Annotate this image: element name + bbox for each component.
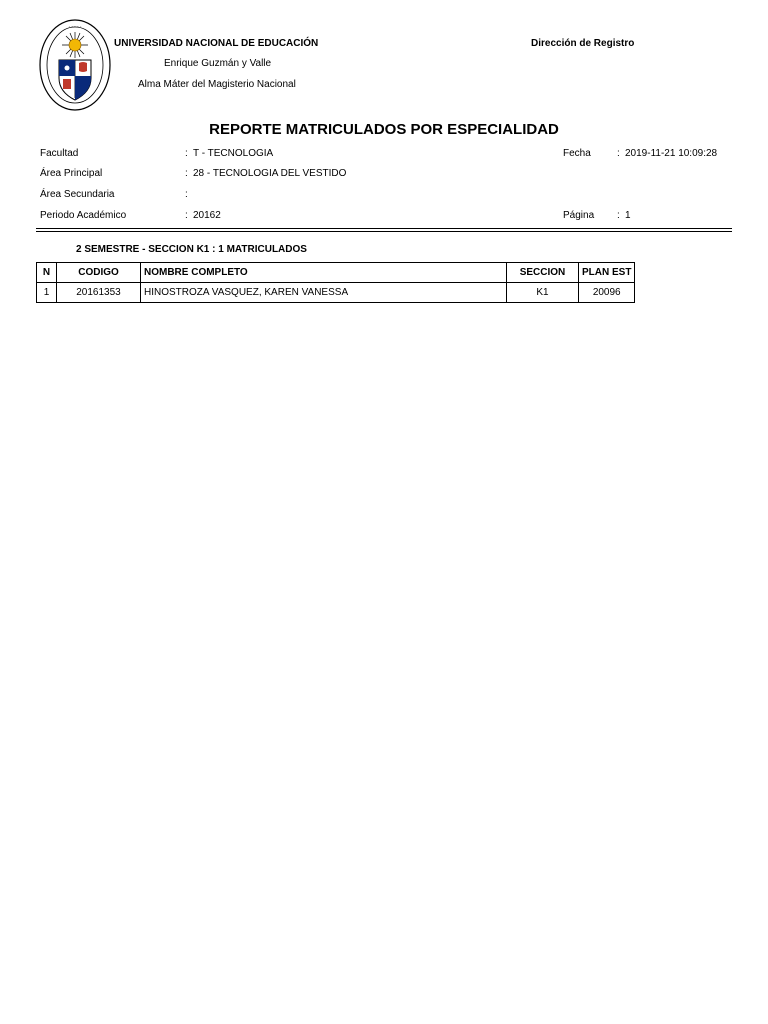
university-seal-logo [38, 18, 112, 112]
pagina-colon: : [617, 210, 620, 221]
periodo-value: 20162 [193, 210, 221, 221]
cell-nombre: HINOSTROZA VASQUEZ, KAREN VANESSA [141, 283, 507, 303]
cell-codigo: 20161353 [57, 283, 141, 303]
column-header-codigo: CODIGO [57, 263, 141, 283]
area-principal-colon: : [185, 168, 188, 179]
table-row [37, 283, 635, 303]
pagina-label: Página [563, 210, 595, 221]
group-title: 2 SEMESTRE - SECCION K1 : 1 MATRICULADOS [76, 244, 307, 255]
table-header-row [37, 263, 635, 283]
institution-motto: Alma Máter del Magisterio Nacional [138, 79, 296, 90]
column-header-seccion: SECCION [507, 263, 579, 283]
fecha-colon: : [617, 148, 620, 159]
periodo-label: Periodo Académico [40, 210, 127, 221]
institution-subtitle: Enrique Guzmán y Valle [164, 58, 272, 69]
cell-n: 1 [37, 283, 57, 303]
fecha-value: 2019-11-21 10:09:28 [625, 148, 718, 159]
header-divider-top [36, 228, 732, 229]
cell-seccion: K1 [507, 283, 579, 303]
facultad-value: T - TECNOLOGIA [193, 148, 274, 159]
area-secundaria-colon: : [185, 189, 188, 200]
facultad-colon: : [185, 148, 188, 159]
column-header-n: N [37, 263, 57, 283]
column-header-nombre: NOMBRE COMPLETO [141, 263, 507, 283]
column-header-plan: PLAN EST [579, 263, 635, 283]
institution-name: UNIVERSIDAD NACIONAL DE EDUCACIÓN [114, 38, 319, 49]
fecha-label: Fecha [563, 148, 591, 159]
facultad-label: Facultad [40, 148, 79, 159]
header-divider-bottom [36, 231, 732, 232]
area-principal-label: Área Principal [40, 168, 103, 179]
cell-plan: 20096 [579, 283, 635, 303]
pagina-value: 1 [625, 210, 631, 221]
report-title: REPORTE MATRICULADOS POR ESPECIALIDAD [209, 121, 559, 138]
area-principal-value: 28 - TECNOLOGIA DEL VESTIDO [193, 168, 347, 179]
seal-motto: · · · · · [68, 25, 82, 30]
periodo-colon: : [185, 210, 188, 221]
enrolled-students-table [36, 262, 635, 303]
area-secundaria-label: Área Secundaria [40, 189, 115, 200]
department-name: Dirección de Registro [531, 38, 635, 49]
